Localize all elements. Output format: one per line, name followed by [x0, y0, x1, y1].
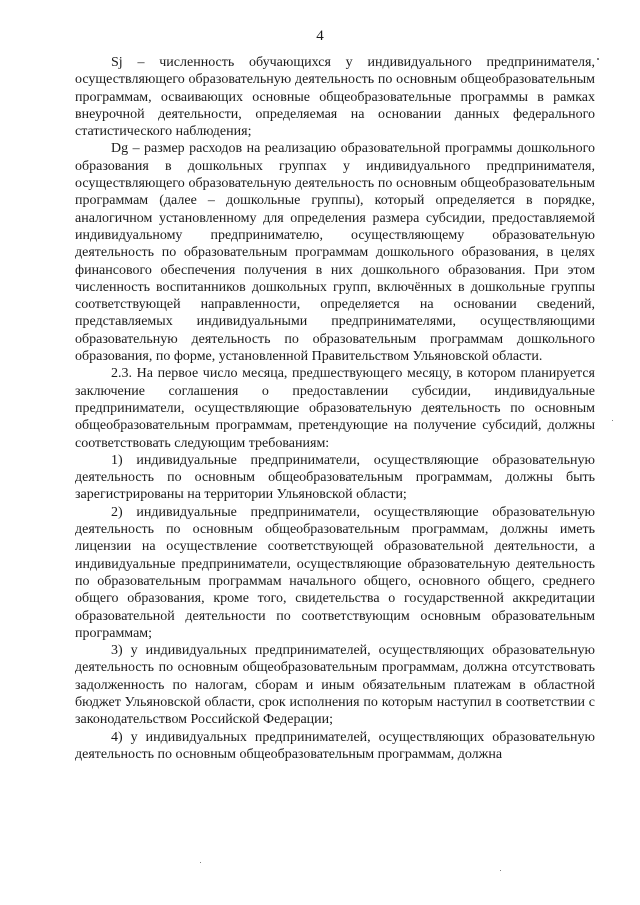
requirement-2: 2) индивидуальные предприниматели, осуществляющие образовательную деятельность по основным общеобразовательным программам, должны иметь лицензии на осуществление соответствующей образовательной деятельности, а индивидуальные предприниматели, осуществляющие образовательную деятельность по образовательным программам начального общего, основного общего, среднего общего образования, кроме того, свидетельства о государственной аккредитации образовательной деятельности по соответствующим основным образовательным программам;	[75, 504, 595, 641]
page-number: 4	[316, 28, 324, 44]
requirement-4: 4) у индивидуальных предпринимателей, осуществляющих образовательную деятельность по основным общеобразовательным программам, должна	[75, 729, 595, 762]
document-body	[75, 54, 595, 763]
paragraph-sj-definition: Sj – численность обучающихся у индивидуального предпринимателя, осуществляющего образовательную деятельность по основным общеобразовательным программам, осваивающих основные общеобразовательные программы в рамках внеурочной деятельности, определяемая на основании данных федерального статистического наблюдения;	[75, 55, 595, 140]
scan-speck	[200, 862, 201, 863]
paragraph-dg-definition: Dg – размер расходов на реализацию образовательной программы дошкольного образования в дошкольных группах у индивидуального предпринимателя, осуществляющего образовательную деятельность по основным общеобразовательным программам (далее – дошкольные группы), который определяется в порядке, аналогичном установленному для определения размера субсидии, предоставляемой индивидуальному предпринимателю, осуществляющему образовательную деятельность по образовательным программам дошкольного образования, в целях финансового обеспечения получения в них дошкольного образования. При этом численность воспитанников дошкольных групп, включённых в дошкольные группы соответствующей направленности, определяется на основании сведений, представляемых индивидуальными предпринимателями, осуществляющими образовательную деятельность по образовательным программам дошкольного образования, по форме, установленной Правительством Ульяновской области.	[75, 141, 595, 365]
requirement-3: 3) у индивидуальных предпринимателей, осуществляющих образовательную деятельность по основным общеобразовательным программам, должна отсутствовать задолженность по налогам, сборам и иным обязательным платежам в областной бюджет Ульяновской области, срок исполнения по которым наступил в соответствии с законодательством Российской Федерации;	[75, 643, 595, 728]
requirement-1: 1) индивидуальные предприниматели, осуществляющие образовательную деятельность по основным общеобразовательным программам, должны быть зарегистрированы на территории Ульяновской области;	[75, 452, 595, 503]
scan-speck	[612, 420, 613, 421]
paragraph-2-3: 2.3. На первое число месяца, предшествующего месяцу, в котором планируется заключение соглашения о предоставлении субсидии, индивидуальные предприниматели, осуществляющие образовательную деятельность по основным общеобразовательным программам, претендующие на получение субсидий, должны соответствовать следующим требованиям:	[75, 366, 595, 451]
scan-speck	[597, 58, 599, 60]
scan-speck	[500, 870, 501, 871]
